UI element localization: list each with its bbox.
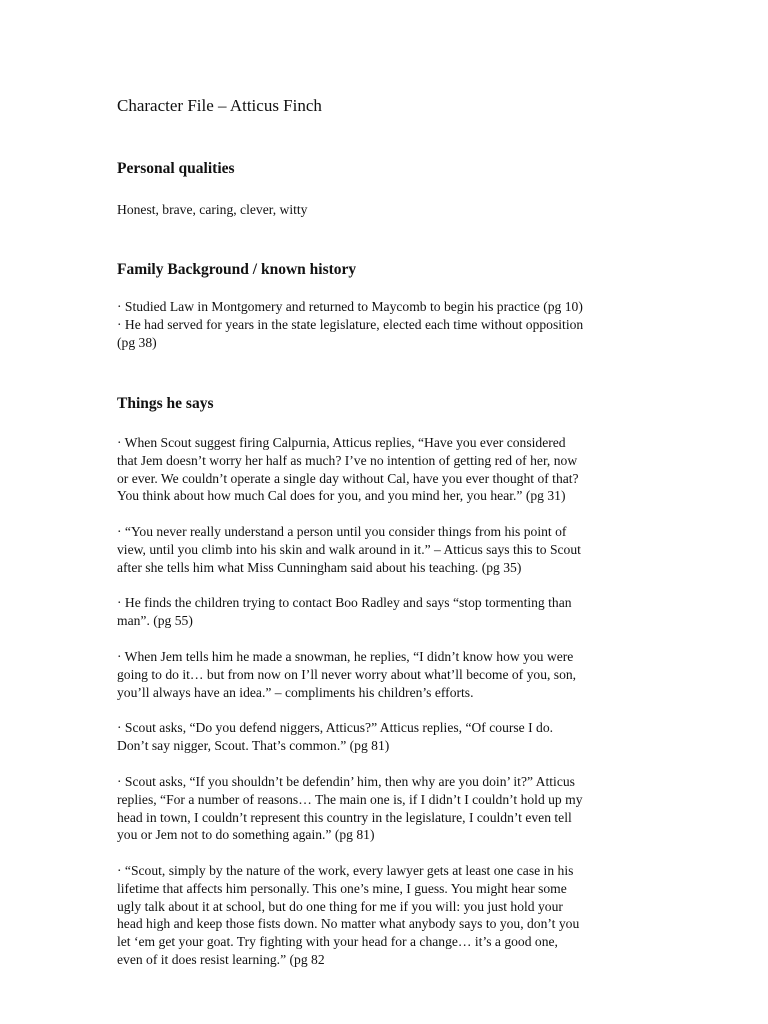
text-line: or ever. We couldn’t operate a single day without Cal, have you ever thought of that? <box>117 470 579 486</box>
text-line: · “You never really understand a person until you consider things from his point of <box>117 524 567 539</box>
document-title: Character File – Atticus Finch <box>117 96 322 115</box>
text-line: let ‘em get your goat. Try fighting with your head for a change… it’s a good one, <box>117 934 558 950</box>
text-line: head in town, I couldn’t represent this country in the legislature, I couldn’t even tell <box>117 809 572 825</box>
text-line: ugly talk about it at school, but do one thing for me if you will: you just hold your <box>117 898 563 914</box>
text-line: even of it does resist learning.” (pg 82 <box>117 951 325 967</box>
heading-things-he-says: Things he says <box>117 395 214 412</box>
quote-paragraph-1 <box>117 434 657 505</box>
text-line: replies, “For a number of reasons… The main one is, if I didn’t I couldn’t hold up my <box>117 791 583 807</box>
text-line: · When Jem tells him he made a snowman, he replies, “I didn’t know how you were <box>117 649 574 664</box>
text-line: man”. (pg 55) <box>117 612 193 628</box>
text-line: Honest, brave, caring, clever, witty <box>117 202 308 217</box>
text-line: Don’t say nigger, Scout. That’s common.” (pg 81) <box>117 737 390 753</box>
text-line: · When Scout suggest firing Calpurnia, Atticus replies, “Have you ever considered <box>117 435 566 450</box>
text-line: · He finds the children trying to contact Boo Radley and says “stop tormenting than <box>117 595 572 610</box>
text-line: view, until you climb into his skin and walk around in it.” – Atticus says this to Scout <box>117 541 581 557</box>
quote-paragraph-5 <box>117 719 657 755</box>
quote-paragraph-6 <box>117 773 657 844</box>
paragraph-family-background <box>117 298 657 351</box>
text-line: (pg 38) <box>117 334 157 350</box>
paragraph-personal-qualities <box>117 201 657 219</box>
text-line: that Jem doesn’t worry her half as much? I’ve no intention of getting red of her, now <box>117 452 578 468</box>
quote-paragraph-3 <box>117 594 657 630</box>
text-line: · He had served for years in the state legislature, elected each time without opposition <box>117 316 584 332</box>
quote-paragraph-2 <box>117 523 657 576</box>
text-line: you’ll always have an idea.” – compliments his children’s efforts. <box>117 684 474 700</box>
quote-paragraph-4 <box>117 648 657 701</box>
text-line: · Scout asks, “If you shouldn’t be defendin’ him, then why are you doin’ it?” Atticus <box>117 774 575 789</box>
text-line: after she tells him what Miss Cunningham said about his teaching. (pg 35) <box>117 559 522 575</box>
text-line: · Studied Law in Montgomery and returned to Maycomb to begin his practice (pg 10) <box>117 299 583 314</box>
heading-personal-qualities: Personal qualities <box>117 160 235 177</box>
heading-family-background: Family Background / known history <box>117 261 357 278</box>
text-line: You think about how much Cal does for you, and you mind her, you hear.” (pg 31) <box>117 488 566 504</box>
text-line: head high and keep those fists down. No matter what anybody says to you, don’t you <box>117 916 580 932</box>
text-line: you or Jem not to do something again.” (pg 81) <box>117 827 375 843</box>
text-line: lifetime that affects him personally. This one’s mine, I guess. You might hear some <box>117 880 567 896</box>
text-line: · Scout asks, “Do you defend niggers, Atticus?” Atticus replies, “Of course I do. <box>117 720 554 735</box>
text-line: going to do it… but from now on I’ll never worry about what’ll become of you, son, <box>117 666 577 682</box>
text-line: · “Scout, simply by the nature of the work, every lawyer gets at least one case in his <box>117 863 574 878</box>
quote-paragraph-7 <box>117 862 657 969</box>
